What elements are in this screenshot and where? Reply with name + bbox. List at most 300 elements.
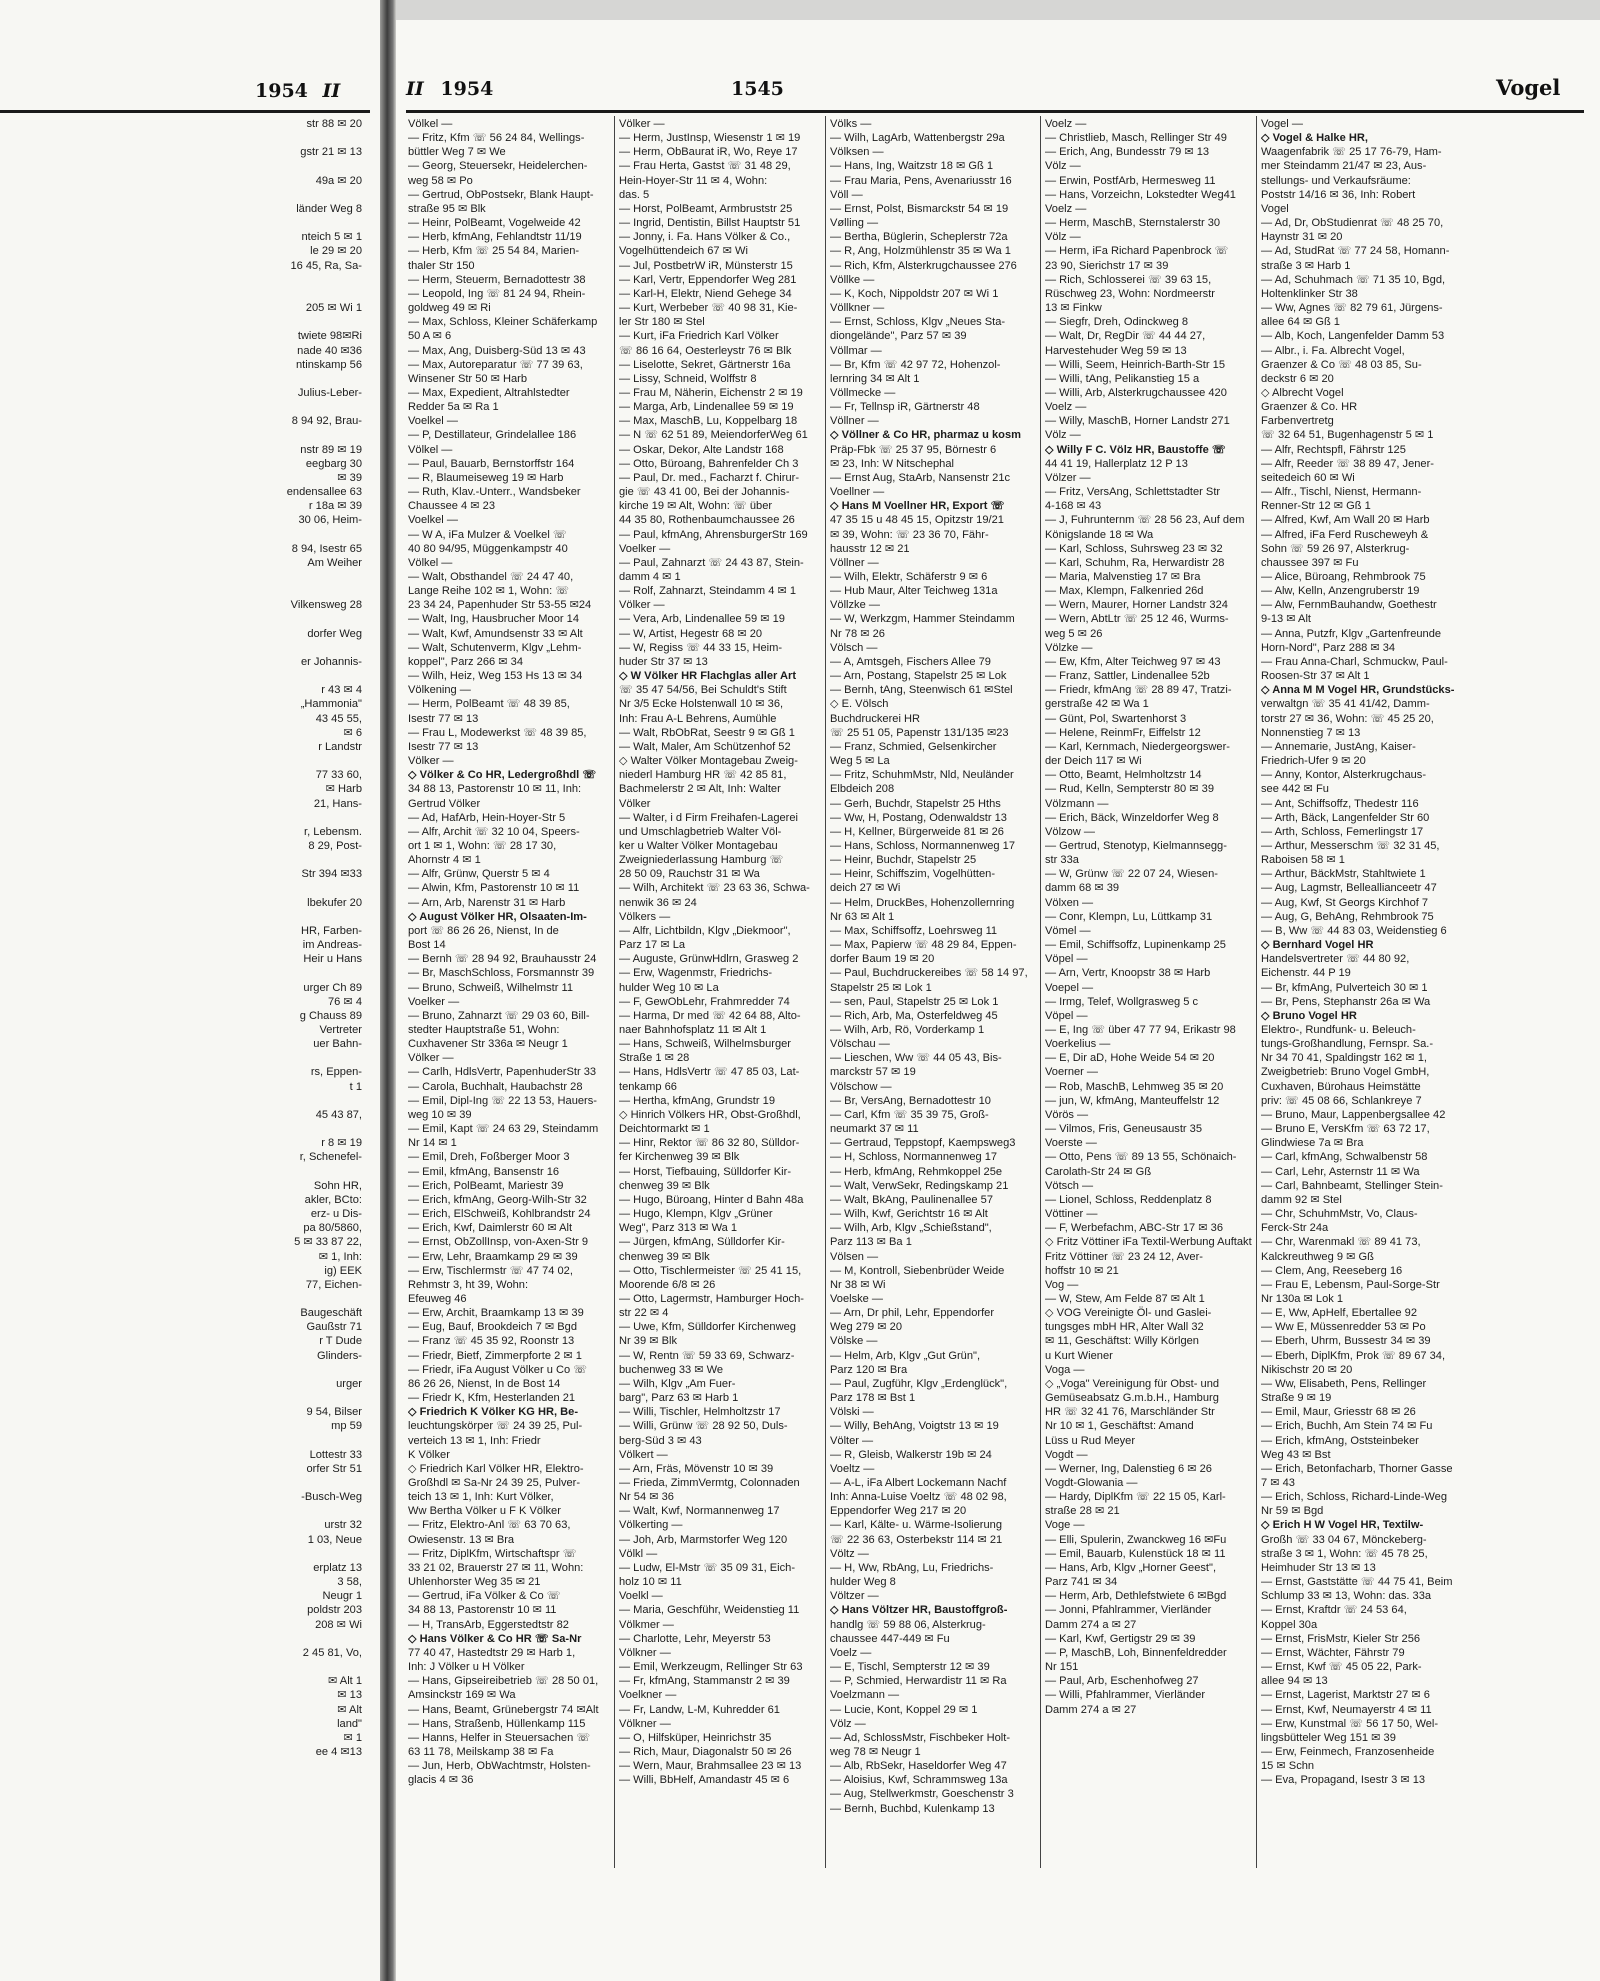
directory-entry-line: Voepel — — [1045, 981, 1094, 994]
right-header-rule — [406, 110, 1584, 113]
directory-entry-line: — Frau L, Modewerkst ☏ 48 39 85, — [408, 726, 587, 739]
directory-entry-line: — Bruno, Maur, Lappenbergsallee 42 — [1261, 1108, 1446, 1121]
directory-entry-line: Cuxhaven, Bürohaus Heimstätte — [1261, 1080, 1421, 1093]
directory-entry-line: — Herb, kfmAng, Rehmkoppel 25e — [830, 1165, 1003, 1178]
directory-entry-line — [0, 584, 362, 598]
directory-entry-line: Nr 3/5 Ecke Holstenwall 10 ✉ 36, — [619, 698, 784, 711]
directory-entry-line: — Hans, Vorzeichn, Lokstedter Weg41 — [1045, 188, 1236, 201]
directory-entry-line: — Wilh, Arb, Rö, Vorderkamp 1 — [830, 1024, 985, 1036]
directory-entry-line: — Emil, Dreh, Foßberger Moor 3 — [408, 1151, 570, 1164]
directory-entry-line: Völlmar — — [830, 344, 882, 357]
directory-entry-line: Nr 10 ✉ 1, Geschäftst: Amand — [1045, 1420, 1194, 1433]
directory-entry-line: r Landstr — [318, 740, 362, 753]
directory-entry-line: — A-L, iFa Albert Lockemann Nachf — [830, 1477, 1007, 1489]
directory-entry-line: niederl Hamburg HR ☏ 42 85 81, — [619, 769, 787, 782]
directory-entry-line: — Herm, ObBaurat iR, Wo, Reye 17 — [619, 146, 798, 159]
directory-entry-line: — Herm, PolBeamt ☏ 48 39 85, — [408, 698, 570, 711]
directory-entry-line: — Hugo, Büroang, Hinter d Bahn 48a — [619, 1193, 804, 1206]
directory-entry-line: Owiesenstr. 13 ✉ Bra — [408, 1533, 515, 1546]
directory-entry-line: chaussee 447-449 ✉ Fu — [830, 1632, 950, 1645]
directory-entry-line: 77 40 47, Hastedtstr 29 ✉ Harb 1, — [408, 1646, 576, 1659]
directory-entry-line: — Alice, Büroang, Rehmbrook 75 — [1261, 571, 1426, 583]
directory-entry-line: Vöttiner — — [1045, 1208, 1098, 1221]
directory-entry-line: — Aug, G, BehAng, Rehmbrook 75 — [1261, 910, 1434, 923]
directory-entry-line: — Friedr, Bietf, Zimmerpforte 2 ✉ 1 — [408, 1349, 582, 1362]
directory-entry-line: Stapelstr 25 ✉ Lok 1 — [830, 981, 932, 994]
directory-entry-line: Nr 14 ✉ 1 — [408, 1137, 457, 1150]
right-page-volume: II — [406, 78, 424, 100]
directory-entry-line: — Fritz, SchuhmMstr, Nld, Neuländer — [830, 769, 1014, 782]
directory-entry-line: Graenzer & Co ☏ 48 03 85, Su- — [1261, 358, 1422, 371]
directory-entry-line: Völz — — [1045, 429, 1081, 442]
directory-entry-line: 34 88 13, Pastorenstr 10 ✉ 11 — [408, 1604, 557, 1617]
directory-entry-line: Baugeschäft — [300, 1307, 362, 1320]
directory-entry-line: — Lieschen, Ww ☏ 44 05 43, Bis- — [830, 1052, 1002, 1065]
directory-entry-line: erz- u Dis- — [310, 1208, 362, 1221]
left-page-column — [0, 117, 362, 1977]
directory-entry-line: 8 29, Post- — [308, 839, 362, 852]
directory-entry-line: Großhdl ✉ Sa-Nr 24 39 25, Pulver- — [408, 1477, 581, 1489]
directory-entry-line: — Willi, BbHelf, Amandastr 45 ✉ 6 — [619, 1774, 790, 1787]
directory-entry-line: — Albr., i. Fa. Albrecht Vogel, — [1261, 344, 1405, 357]
directory-entry-line: ☏ 32 64 51, Bugenhagenstr 5 ✉ 1 — [1261, 429, 1434, 442]
directory-entry-line: Elbdeich 208 — [830, 783, 895, 796]
directory-entry-line: 4-168 ✉ 43 — [1045, 500, 1102, 513]
directory-entry-line: — Lissy, Schneid, Wolffstr 8 — [619, 372, 757, 385]
directory-entry-line: Lange Reihe 102 ✉ 1, Wohn: ☏ — [408, 585, 570, 598]
directory-entry-line: t 1 — [349, 1080, 362, 1093]
directory-entry-line: — Alwin, Kfm, Pastorenstr 10 ✉ 11 — [408, 882, 580, 895]
directory-entry-line: — R, Blaumeiseweg 19 ✉ Harb — [408, 471, 564, 484]
directory-entry-line: — Hanns, Helfer in Steuersachen ☏ — [408, 1731, 591, 1744]
directory-entry-line: chenweg 39 ✉ Blk — [619, 1250, 710, 1263]
right-page — [396, 20, 1600, 1981]
directory-entry-line: — Fritz, DiplKfm, Wirtschaftspr ☏ — [408, 1547, 577, 1560]
directory-entry-line: — Erw, Archit, Braamkamp 13 ✉ 39 — [408, 1307, 584, 1320]
directory-entry-line: — Fr, Tellnsp iR, Gärtnerstr 48 — [830, 401, 980, 414]
directory-entry-line: Zweigniederlassung Hamburg ☏ — [619, 854, 784, 867]
directory-entry-line: — Erw, Feinmech, Franzosenheide — [1261, 1745, 1435, 1758]
directory-entry-line: ◇ Walter Völker Montagebau Zweig- — [619, 755, 798, 768]
directory-entry-line: Voeltz — — [830, 1462, 875, 1475]
directory-entry-line: — Rob, MaschB, Lehmweg 35 ✉ 20 — [1045, 1080, 1224, 1093]
directory-entry-line — [0, 216, 362, 230]
directory-entry-line: Völker — [619, 797, 651, 810]
column-divider — [825, 116, 826, 1868]
directory-entry-line: Vöpel — — [1045, 1009, 1088, 1022]
directory-entry-line: — Wilh, Architekt ☏ 23 63 36, Schwa- — [619, 882, 810, 895]
directory-entry-line — [0, 159, 362, 173]
directory-entry-line: thaler Str 150 — [408, 259, 475, 272]
directory-entry-line: Isestr 77 ✉ 13 — [408, 712, 479, 725]
directory-entry-line: — Arn, Vertr, Knoopstr 38 ✉ Harb — [1045, 967, 1211, 980]
directory-entry-line: chaussee 397 ✉ Fu — [1261, 556, 1359, 569]
directory-entry-line: Voerkelius — — [1045, 1038, 1111, 1051]
directory-entry-line: eegbarg 30 — [305, 457, 362, 470]
directory-entry-line: Parz 178 ✉ Bst 1 — [830, 1392, 916, 1405]
directory-entry-line: Völtz — — [830, 1547, 869, 1560]
directory-entry-line: Voelkel — — [408, 514, 458, 527]
directory-entry-line: Völkening — — [408, 684, 471, 697]
directory-entry-line: Cuxhavener Str 336a ✉ Neugr 1 — [408, 1038, 568, 1051]
directory-entry-line: land" — [337, 1717, 362, 1730]
directory-entry-line: Vogelhüttendeich 67 ✉ Wi — [619, 245, 748, 258]
directory-entry-line: Isestr 77 ✉ 13 — [408, 740, 479, 753]
directory-entry-line — [0, 1547, 362, 1561]
directory-entry-line: Voelske — — [830, 1292, 884, 1305]
left-header-rule — [0, 110, 370, 113]
directory-entry-line — [0, 400, 362, 414]
directory-entry-line: — Alb, Koch, Langenfelder Damm 53 — [1261, 330, 1445, 343]
directory-entry-line: — Anna, Putzfr, Klgv „Gartenfreunde — [1261, 627, 1442, 640]
directory-entry-line: — Horst, Tiefbauing, Sülldorfer Kir- — [619, 1165, 792, 1178]
directory-entry-line: — Ew, Kfm, Alter Teichweg 97 ✉ 43 — [1045, 655, 1221, 668]
directory-entry-line: str 33a — [1045, 854, 1079, 867]
directory-entry-line: — Karl, Kwf, Gertigstr 29 ✉ 39 — [1045, 1632, 1196, 1645]
directory-entry-line: — Wilh, Elektr, Schäferstr 9 ✉ 6 — [830, 571, 988, 583]
directory-entry-line: Deichtormarkt ✉ 1 — [619, 1123, 710, 1136]
directory-entry-line: — Eva, Propagand, Isestr 3 ✉ 13 — [1261, 1774, 1426, 1787]
directory-entry-line: ◇ Fritz Vöttiner iFa Textil-Werbung Auftakt — [1045, 1236, 1252, 1249]
directory-entry-line: — Marga, Arb, Lindenallee 59 ✉ 19 — [619, 401, 794, 414]
directory-entry-line: Völtzer — — [830, 1590, 879, 1603]
directory-entry-line: — Br, kfmAng, Pulverteich 30 ✉ 1 — [1261, 981, 1428, 994]
directory-entry-line: — Karl, Schloss, Suhrsweg 23 ✉ 32 — [1045, 542, 1223, 555]
directory-entry-line: — Hans, Beamt, Grünebergstr 74 ✉Alt — [408, 1703, 599, 1716]
directory-entry-line: Vølling — — [830, 217, 879, 230]
directory-entry-line: 45 43 87, — [315, 1108, 362, 1121]
directory-entry-line: Völl — — [830, 188, 863, 201]
directory-entry-line: Amsinckstr 169 ✉ Wa — [408, 1689, 516, 1702]
directory-entry-line: Völkel — — [408, 443, 453, 456]
directory-entry-line: — Hinr, Rektor ☏ 86 32 80, Sülldor- — [619, 1137, 800, 1150]
directory-entry-line: — Ernst, Kraftdr ☏ 24 53 64, — [1261, 1604, 1407, 1617]
directory-entry-line: — Alfr., Tischl, Nienst, Hermann- — [1261, 486, 1422, 499]
directory-entry-line: — Hans, Ing, Waitzstr 18 ✉ Gß 1 — [830, 160, 994, 173]
directory-entry-line: — Herm, JustInsp, Wiesenstr 1 ✉ 19 — [619, 132, 801, 145]
directory-entry-line — [0, 669, 362, 683]
directory-entry-line: — Erich, kfmAng, Oststeinbeker — [1261, 1434, 1419, 1447]
directory-entry-line: gerstraße 42 ✉ Wa 1 — [1045, 698, 1149, 711]
directory-entry-line: Voga — — [1045, 1363, 1085, 1376]
directory-entry-line: — Emil, Bauarb, Kulenstück 18 ✉ 11 — [1045, 1547, 1226, 1560]
directory-entry-line: — Arn, Postang, Stapelstr 25 ✉ Lok — [830, 670, 1007, 683]
directory-entry-line: — Karl, Kälte- u. Wärme-Isolierung — [830, 1519, 1003, 1532]
directory-entry-line: — Paul, Buchdruckereibes ☏ 58 14 97, — [830, 967, 1028, 980]
directory-entry-line: — Vilmos, Fris, Geneusaustr 35 — [1045, 1123, 1203, 1136]
directory-entry-line: Nr 39 ✉ Blk — [619, 1335, 677, 1348]
directory-entry-line: — Vera, Arb, Lindenallee 59 ✉ 19 — [619, 613, 785, 626]
directory-entry-line: — Willy, BehAng, Voigtstr 13 ✉ 19 — [830, 1420, 999, 1433]
directory-entry-line: — Paul, Arb, Eschenhofweg 27 — [1045, 1675, 1199, 1688]
directory-entry-line: Völkner — — [619, 1646, 671, 1659]
directory-entry-line: Moorende 6/8 ✉ 26 — [619, 1278, 716, 1291]
directory-entry-line: 44 41 19, Hallerplatz 12 P 13 — [1045, 457, 1188, 470]
directory-entry-line: — Rich, Maur, Diagonalstr 50 ✉ 26 — [619, 1745, 792, 1758]
directory-entry-line: 2 45 81, Vo, — [302, 1646, 362, 1659]
directory-entry-line: — Frau E, Lebensm, Paul-Sorge-Str — [1261, 1278, 1440, 1291]
directory-entry-line: — Irmg, Telef, Wollgrasweg 5 c — [1045, 995, 1199, 1008]
directory-entry-line: gstr 21 ✉ 13 — [300, 146, 362, 159]
directory-entry-line: — Lionel, Schloss, Reddenplatz 8 — [1045, 1193, 1212, 1206]
directory-entry-line: marckstr 57 ✉ 19 — [830, 1066, 916, 1079]
directory-entry-line: — sen, Paul, Stapelstr 25 ✉ Lok 1 — [830, 995, 999, 1008]
directory-entry-line: — B, Ww ☏ 44 83 03, Weidenstieg 6 — [1261, 924, 1447, 937]
directory-entry-line: ◇ Völker & Co HR, Ledergroßhdl ☏ — [408, 769, 597, 782]
directory-entry-line: — Carl, Kfm ☏ 35 39 75, Groß- — [830, 1108, 989, 1121]
directory-entry-line: — E, Dir aD, Hohe Weide 54 ✉ 20 — [1045, 1052, 1215, 1065]
directory-entry-line: — Wilh, Heiz, Weg 153 Hs 13 ✉ 34 — [408, 670, 583, 683]
directory-entry-line: u Kurt Wiener — [1045, 1349, 1113, 1362]
directory-entry-line: — Erich, Buchh, Am Stein 74 ✉ Fu — [1261, 1420, 1433, 1433]
directory-entry-line: — Arn, Arb, Narenstr 31 ✉ Harb — [408, 896, 566, 909]
directory-entry-line: Völker — — [619, 599, 665, 612]
directory-entry-line: Voelkl — — [619, 1590, 663, 1603]
directory-entry-line: Völlzke — — [830, 599, 880, 612]
directory-entry-line: — Harma, Dr med ☏ 42 64 88, Alto- — [619, 1009, 801, 1022]
directory-entry-line: ◇ Hans Völtzer HR, Baustoffgroß- — [830, 1604, 1008, 1617]
directory-entry-line: torstr 27 ✉ 36, Wohn: ☏ 45 25 20, — [1261, 712, 1434, 725]
directory-entry-line: — Rich, Arb, Ma, Osterfeldweg 45 — [830, 1009, 998, 1022]
running-head: Vogel — [1496, 75, 1561, 100]
directory-entry-line: Voelz — — [830, 1646, 872, 1659]
directory-entry-line: Chaussee 4 ✉ 23 — [408, 500, 496, 513]
directory-entry-line: — Annemarie, JustAng, Kaiser- — [1261, 740, 1416, 753]
directory-entry-line: — Karl, Schuhm, Ra, Herwardistr 28 — [1045, 556, 1225, 569]
directory-entry-line: — Otto, Tischlermeister ☏ 25 41 15, — [619, 1264, 802, 1277]
directory-entry-line: Voerner — — [1045, 1066, 1099, 1079]
directory-entry-line: ✉ Alt — [337, 1703, 362, 1716]
directory-entry-line: — Friedr K, Kfm, Hesterlanden 21 — [408, 1392, 576, 1405]
directory-entry-line: Vertreter — [319, 1024, 362, 1036]
directory-entry-line: Voelz — — [1045, 401, 1087, 414]
directory-entry-line: — Ant, Schiffsoffz, Thedestr 116 — [1261, 797, 1419, 810]
directory-entry-line: — Werner, Ing, Dalenstieg 6 ✉ 26 — [1045, 1462, 1212, 1475]
directory-entry-line: — Erich, kfmAng, Georg-Wilh-Str 32 — [408, 1193, 587, 1206]
directory-entry-line: — Emil, Kapt ☏ 24 63 29, Steindamm — [408, 1123, 599, 1136]
directory-entry-line: — Helene, ReinmFr, Eiffelstr 12 — [1045, 726, 1201, 739]
directory-entry-line: — Hertha, kfmAng, Grundstr 19 — [619, 1094, 775, 1107]
directory-entry-line: straße 3 ✉ Harb 1 — [1261, 259, 1351, 272]
directory-entry-line: 40 80 94/95, Müggenkampstr 40 — [408, 542, 568, 555]
directory-entry-line: — E, Tischl, Sempterstr 12 ✉ 39 — [830, 1661, 990, 1674]
directory-entry-line: Inh: Anna-Luise Voeltz ☏ 48 02 98, — [830, 1491, 1007, 1504]
directory-column-5 — [1261, 117, 1473, 1887]
directory-entry-line: Sohn HR, — [313, 1179, 362, 1192]
directory-entry-line: 13 ✉ Finkw — [1045, 302, 1102, 315]
directory-entry-line: — H, Schloss, Normannenweg 17 — [830, 1151, 998, 1164]
directory-entry-line: — O, Hilfsküper, Heinrichstr 35 — [619, 1731, 772, 1744]
directory-entry-line: — Siegfr, Dreh, Odinckweg 8 — [1045, 316, 1189, 329]
directory-entry-line: Inh: Frau A-L Behrens, Aumühle — [619, 712, 777, 725]
directory-entry-line: 49a ✉ 20 — [315, 174, 362, 187]
right-page-year: 1954 — [440, 78, 494, 100]
directory-entry-line: — Carlh, HdlsVertr, PapenhuderStr 33 — [408, 1066, 597, 1079]
directory-entry-line: — Chr, Warenmakl ☏ 89 41 73, — [1261, 1236, 1421, 1249]
directory-entry-line: Völzmann — — [1045, 797, 1109, 810]
directory-entry-line: g Chauss 89 — [299, 1009, 362, 1022]
directory-entry-line: Glindwiese 7a ✉ Bra — [1261, 1137, 1364, 1150]
directory-entry-line — [0, 754, 362, 768]
directory-entry-line: — Maria, Malvenstieg 17 ✉ Bra — [1045, 571, 1201, 583]
directory-entry-line: — Ernst, ObZollInsp, von-Axen-Str 9 — [408, 1236, 589, 1249]
directory-entry-line: — K, Koch, Nippoldstr 207 ✉ Wi 1 — [830, 287, 999, 300]
directory-entry-line: ◇ Hinrich Völkers HR, Obst-Großhdl, — [619, 1108, 801, 1121]
directory-entry-line: Königslande 18 ✉ Wa — [1045, 528, 1154, 541]
directory-entry-line: nteich 5 ✉ 1 — [301, 231, 362, 244]
directory-entry-line: ◇ E. Völsch — [830, 698, 889, 711]
directory-entry-line: naer Bahnhofsplatz 11 ✉ Alt 1 — [619, 1024, 767, 1036]
directory-entry-line: Graenzer & Co. HR — [1261, 401, 1358, 414]
directory-entry-line: HR ☏ 32 41 76, Marschländer Str — [1045, 1406, 1215, 1419]
directory-entry-line: Straße 9 ✉ 19 — [1261, 1392, 1332, 1405]
directory-entry-line: Redder 5a ✉ Ra 1 — [408, 401, 499, 414]
directory-entry-line: Bost 14 — [408, 939, 446, 952]
left-page-header — [255, 80, 340, 120]
directory-entry-line: Buchdruckerei HR — [830, 712, 921, 725]
directory-entry-line: poldstr 203 — [307, 1604, 362, 1617]
directory-entry-line: — Aug, Stellwerkmstr, Goeschenstr 3 — [830, 1788, 1014, 1801]
directory-entry-line: 5 ✉ 33 87 22, — [294, 1236, 362, 1249]
directory-entry-line: Völks — — [830, 118, 872, 130]
directory-entry-line: Ferck-Str 24a — [1261, 1222, 1329, 1235]
directory-entry-line: nade 40 ✉36 — [297, 344, 362, 357]
directory-entry-line: Großh ☏ 33 04 67, Mönckeberg- — [1261, 1533, 1427, 1546]
directory-entry-line: — Heinr, PolBeamt, Vogelweide 42 — [408, 217, 581, 230]
directory-entry-line: weg 10 ✉ 39 — [408, 1108, 472, 1121]
directory-entry-line: ee 4 ✉13 — [315, 1745, 362, 1758]
directory-entry-line: — Ingrid, Dentistin, Billst Hauptstr 51 — [619, 217, 801, 230]
directory-entry-line: huder Str 37 ✉ 13 — [619, 655, 708, 668]
directory-entry-line — [0, 1660, 362, 1674]
directory-entry-line: — Rolf, Zahnarzt, Steindamm 4 ✉ 1 — [619, 585, 797, 598]
directory-entry-line: Waagenfabrik ☏ 25 17 76-79, Ham- — [1261, 146, 1442, 159]
directory-entry-line: Parz 17 ✉ La — [619, 939, 686, 952]
directory-entry-line — [0, 131, 362, 145]
directory-entry-line: — W, Artist, Hegestr 68 ✉ 20 — [619, 627, 763, 640]
directory-entry-line: — Alfr, Lichtbildn, Klgv „Diekmoor", — [619, 924, 791, 937]
directory-entry-line: — Paul, kfmAng, AhrensburgerStr 169 — [619, 528, 808, 541]
directory-entry-line: — Wern, AbtLtr ☏ 25 12 46, Wurms- — [1045, 613, 1229, 626]
directory-entry-line: Völker — — [408, 1052, 454, 1065]
directory-entry-line: — Herb, Kfm ☏ 25 54 84, Marien- — [408, 245, 580, 258]
directory-entry-line: — Erich, Betonfacharb, Thorner Gasse — [1261, 1462, 1453, 1475]
directory-entry-line: — Herm, iFa Richard Papenbrock ☏ — [1045, 245, 1229, 258]
directory-entry-line: Rehmstr 3, ht 39, Wohn: — [408, 1278, 529, 1291]
directory-entry-line: 205 ✉ Wi 1 — [305, 302, 362, 315]
directory-entry-line: mer Steindamm 21/47 ✉ 23, Aus- — [1261, 160, 1427, 173]
directory-entry-line: hulder Weg 8 — [830, 1576, 896, 1589]
directory-entry-line: buchenweg 33 ✉ We — [619, 1363, 724, 1376]
directory-entry-line: — Arthur, Messerschm ☏ 32 31 45, — [1261, 839, 1440, 852]
directory-entry-line: 63 11 78, Meilskamp 38 ✉ Fa — [408, 1745, 554, 1758]
directory-entry-line: lingsbütteler Weg 151 ✉ 39 — [1261, 1731, 1396, 1744]
directory-entry-line: — Emil, kfmAng, Bansenstr 16 — [408, 1165, 560, 1178]
directory-entry-line: — Willi, tAng, Pelikanstieg 15 a — [1045, 372, 1200, 385]
directory-entry-line — [0, 1434, 362, 1448]
directory-entry-line: ☏ 86 16 64, Oesterleystr 76 ✉ Blk — [619, 344, 792, 357]
directory-entry-line: deich 27 ✉ Wi — [830, 882, 901, 895]
directory-entry-line: — W, Stew, Am Felde 87 ✉ Alt 1 — [1045, 1292, 1205, 1305]
directory-entry-line: — Ww E, Müssenredder 53 ✉ Po — [1261, 1321, 1426, 1334]
directory-entry-line: Völkerting — — [619, 1519, 683, 1532]
directory-entry-line: — Willi, Arb, Alsterkrugchaussee 420 — [1045, 386, 1227, 399]
directory-entry-line: seitedeich 60 ✉ Wi — [1261, 471, 1355, 484]
directory-entry-line: HR, Farben- — [300, 924, 362, 937]
directory-entry-line: büttler Weg 7 ✉ We — [408, 146, 506, 159]
directory-entry-line: ✉ 23, Inh: W Nitschephal — [830, 457, 954, 470]
directory-entry-line: urger — [336, 1377, 362, 1390]
directory-entry-line: Heir u Hans — [303, 953, 362, 966]
directory-entry-line: Völkner — — [619, 1717, 671, 1730]
directory-entry-line: — Alfred, iFa Ferd Ruscheweyh & — [1261, 528, 1429, 541]
directory-entry-line: Neugr 1 — [322, 1590, 362, 1603]
directory-entry-line: Völlke — — [830, 273, 875, 286]
directory-entry-line: 208 ✉ Wi — [315, 1618, 362, 1631]
directory-entry-line: weg 58 ✉ Po — [408, 174, 473, 187]
directory-entry-line: — Alfr, Reeder ☏ 38 89 47, Jener- — [1261, 457, 1434, 470]
directory-entry-line: urstr 32 — [324, 1519, 362, 1532]
directory-entry-line: Holtenklinker Str 38 — [1261, 287, 1358, 300]
directory-entry-line: weg 5 ✉ 26 — [1045, 627, 1103, 640]
directory-entry-line: leuchtungskörper ☏ 24 39 25, Pul- — [408, 1420, 583, 1433]
directory-entry-line: Voelkner — — [619, 1689, 677, 1702]
directory-entry-line: Weg 43 ✉ Bst — [1261, 1448, 1331, 1461]
directory-entry-line: 23 34 24, Papenhuder Str 53-55 ✉24 — [408, 599, 592, 612]
directory-entry-line: — Max, Papierw ☏ 48 29 84, Eppen- — [830, 939, 1017, 952]
directory-entry-line: allee 64 ✉ Gß 1 — [1261, 316, 1340, 329]
directory-entry-line: kirche 19 ✉ Alt, Wohn: ☏ über — [619, 500, 773, 513]
directory-entry-line: — Jun, Herb, ObWachtmstr, Holsten- — [408, 1760, 591, 1773]
directory-entry-line: ☏ 25 51 05, Papenstr 131/135 ✉23 — [830, 726, 1009, 739]
directory-entry-line: twiete 98✉Ri — [297, 330, 362, 343]
directory-entry-line: — Clem, Ang, Reeseberg 16 — [1261, 1264, 1403, 1277]
directory-entry-line: — Erich, Ang, Bundesstr 79 ✉ 13 — [1045, 146, 1210, 159]
directory-entry-line: — F, GewObLehr, Frahmredder 74 — [619, 995, 790, 1008]
directory-entry-line: Voelker — — [408, 995, 460, 1008]
directory-entry-line: Völkmer — — [619, 1618, 674, 1631]
directory-entry-line: Damm 274 a ✉ 27 — [1045, 1703, 1137, 1716]
directory-entry-line: ✉ 39, Wohn: ☏ 23 36 70, Fähr- — [830, 528, 989, 541]
directory-entry-line: 9-13 ✉ Alt — [1261, 613, 1311, 626]
directory-entry-line: Völlmecke — — [830, 386, 896, 399]
directory-entry-line: Völschau — — [830, 1038, 890, 1051]
directory-entry-line: — F, Werbefachm, ABC-Str 17 ✉ 36 — [1045, 1222, 1224, 1235]
directory-entry-line: — Hans, Schloss, Normannenweg 17 — [830, 839, 1015, 852]
directory-entry-line: — Ernst, Polst, Bismarckstr 54 ✉ 19 — [830, 202, 1009, 215]
directory-entry-line: — Karl, Vertr, Eppendorfer Weg 281 — [619, 273, 797, 286]
directory-entry-line: — Horst, PolBeamt, Armbruststr 25 — [619, 202, 793, 215]
directory-entry-line: — Max, Expedient, Altrahlstedter — [408, 386, 570, 399]
directory-entry-line: 77, Eichen- — [305, 1278, 362, 1291]
directory-entry-line: weg 78 ✉ Neugr 1 — [830, 1745, 921, 1758]
directory-entry-line: Völsen — — [830, 1250, 879, 1263]
directory-entry-line: r 43 ✉ 4 — [321, 684, 362, 697]
directory-entry-line — [0, 811, 362, 825]
directory-entry-line: — Friedr, iFa August Völker u Co ☏ — [408, 1363, 588, 1376]
directory-entry-line: ◇ Friedrich K Völker KG HR, Be- — [408, 1406, 579, 1419]
directory-entry-line: ◇ VOG Vereinigte Öl- und Gaslei- — [1045, 1307, 1212, 1320]
directory-entry-line: — P, Schmied, Herwardistr 11 ✉ Ra — [830, 1675, 1007, 1688]
directory-entry-line: — Georg, Steuersekr, Heidelerchen- — [408, 160, 588, 173]
directory-entry-line: — Carl, kfmAng, Schwalbenstr 58 — [1261, 1151, 1428, 1164]
directory-entry-line: — Gerh, Buchdr, Stapelstr 25 Hths — [830, 797, 1001, 810]
directory-column-1 — [408, 117, 612, 1887]
directory-entry-line: 33 21 02, Brauerstr 27 ✉ 11, Wohn: — [408, 1561, 584, 1574]
directory-entry-line: port ☏ 86 26 26, Nienst, In de — [408, 924, 559, 937]
directory-entry-line — [0, 1632, 362, 1646]
directory-entry-line: ☏ 35 47 54/56, Bei Schuldt's Stift — [619, 684, 787, 697]
